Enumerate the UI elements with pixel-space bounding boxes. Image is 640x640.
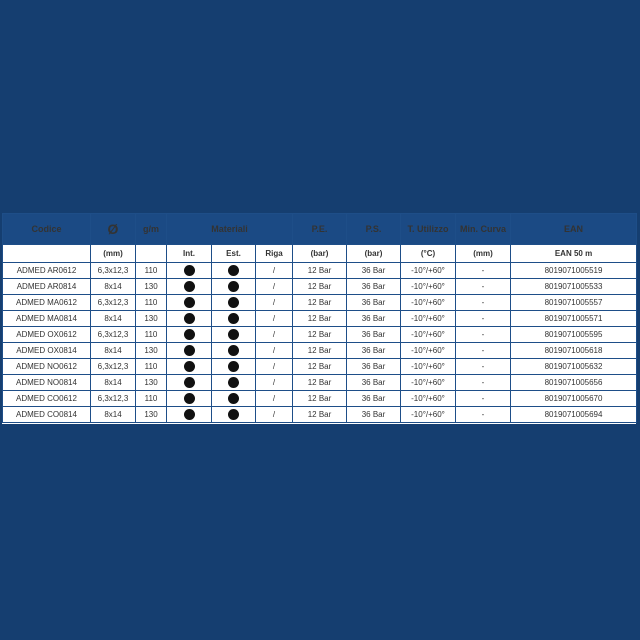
filled-circle-icon bbox=[228, 393, 239, 404]
cell-int-dot bbox=[167, 263, 212, 279]
subheader-ean-50m: EAN 50 m bbox=[511, 245, 637, 263]
cell-ean: 8019071005618 bbox=[511, 343, 637, 359]
cell-min-curva: - bbox=[456, 359, 511, 375]
cell-pe: 12 Bar bbox=[293, 359, 347, 375]
filled-circle-icon bbox=[228, 281, 239, 292]
cell-est-dot bbox=[212, 279, 256, 295]
cell-ps: 36 Bar bbox=[347, 295, 401, 311]
cell-ps: 36 Bar bbox=[347, 263, 401, 279]
table-row bbox=[3, 391, 637, 407]
cell-int-dot bbox=[167, 327, 212, 343]
cell-min-curva: - bbox=[456, 391, 511, 407]
cell-pe: 12 Bar bbox=[293, 391, 347, 407]
cell-dimension: 8x14 bbox=[91, 311, 136, 327]
cell-temperature: -10°/+60° bbox=[401, 375, 456, 391]
cell-ean: 8019071005571 bbox=[511, 311, 637, 327]
cell-pe: 12 Bar bbox=[293, 375, 347, 391]
cell-temperature: -10°/+60° bbox=[401, 359, 456, 375]
cell-weight: 110 bbox=[136, 295, 167, 311]
filled-circle-icon bbox=[228, 361, 239, 372]
cell-ean: 8019071005694 bbox=[511, 407, 637, 423]
cell-est-dot bbox=[212, 359, 256, 375]
col-header-pe: P.E. bbox=[293, 214, 347, 245]
cell-weight: 110 bbox=[136, 263, 167, 279]
cell-ps: 36 Bar bbox=[347, 375, 401, 391]
filled-circle-icon bbox=[228, 377, 239, 388]
cell-dimension: 6,3x12,3 bbox=[91, 359, 136, 375]
cell-ean: 8019071005519 bbox=[511, 263, 637, 279]
cell-pe: 12 Bar bbox=[293, 295, 347, 311]
cell-est-dot bbox=[212, 311, 256, 327]
cell-min-curva: - bbox=[456, 263, 511, 279]
cell-dimension: 6,3x12,3 bbox=[91, 391, 136, 407]
cell-weight: 130 bbox=[136, 343, 167, 359]
col-header-codice: Codice bbox=[3, 214, 91, 245]
cell-pe: 12 Bar bbox=[293, 279, 347, 295]
cell-code: ADMED OX0814 bbox=[3, 343, 91, 359]
cell-ps: 36 Bar bbox=[347, 311, 401, 327]
cell-ean: 8019071005557 bbox=[511, 295, 637, 311]
col-header-t-utilizzo: T. Utilizzo bbox=[401, 214, 456, 245]
cell-code: ADMED AR0612 bbox=[3, 263, 91, 279]
cell-riga: / bbox=[256, 343, 293, 359]
cell-ean: 8019071005632 bbox=[511, 359, 637, 375]
cell-int-dot bbox=[167, 311, 212, 327]
cell-dimension: 6,3x12,3 bbox=[91, 295, 136, 311]
cell-weight: 130 bbox=[136, 375, 167, 391]
filled-circle-icon bbox=[184, 329, 195, 340]
cell-temperature: -10°/+60° bbox=[401, 311, 456, 327]
cell-min-curva: - bbox=[456, 407, 511, 423]
filled-circle-icon bbox=[228, 265, 239, 276]
filled-circle-icon bbox=[184, 281, 195, 292]
cell-dimension: 8x14 bbox=[91, 279, 136, 295]
cell-est-dot bbox=[212, 391, 256, 407]
subheader-codice bbox=[3, 245, 91, 263]
subheader-diametro-unit: (mm) bbox=[91, 245, 136, 263]
col-header-ps: P.S. bbox=[347, 214, 401, 245]
cell-dimension: 8x14 bbox=[91, 343, 136, 359]
cell-int-dot bbox=[167, 359, 212, 375]
subheader-int: Int. bbox=[167, 245, 212, 263]
cell-temperature: -10°/+60° bbox=[401, 263, 456, 279]
cell-min-curva: - bbox=[456, 343, 511, 359]
cell-ps: 36 Bar bbox=[347, 279, 401, 295]
filled-circle-icon bbox=[184, 361, 195, 372]
cell-ps: 36 Bar bbox=[347, 327, 401, 343]
cell-code: ADMED NO0814 bbox=[3, 375, 91, 391]
cell-temperature: -10°/+60° bbox=[401, 295, 456, 311]
cell-min-curva: - bbox=[456, 375, 511, 391]
cell-dimension: 8x14 bbox=[91, 407, 136, 423]
cell-weight: 110 bbox=[136, 327, 167, 343]
filled-circle-icon bbox=[184, 313, 195, 324]
cell-code: ADMED OX0612 bbox=[3, 327, 91, 343]
cell-code: ADMED CO0612 bbox=[3, 391, 91, 407]
cell-min-curva: - bbox=[456, 295, 511, 311]
filled-circle-icon bbox=[184, 377, 195, 388]
subheader-temp-unit: (°C) bbox=[401, 245, 456, 263]
spec-table-panel bbox=[2, 213, 636, 424]
cell-riga: / bbox=[256, 279, 293, 295]
cell-weight: 110 bbox=[136, 359, 167, 375]
subheader-curva-unit: (mm) bbox=[456, 245, 511, 263]
cell-pe: 12 Bar bbox=[293, 343, 347, 359]
table-row bbox=[3, 343, 637, 359]
subheader-row bbox=[3, 245, 637, 263]
cell-est-dot bbox=[212, 375, 256, 391]
cell-est-dot bbox=[212, 327, 256, 343]
header-row bbox=[3, 214, 637, 245]
cell-ps: 36 Bar bbox=[347, 343, 401, 359]
cell-ean: 8019071005595 bbox=[511, 327, 637, 343]
subheader-riga: Riga bbox=[256, 245, 293, 263]
cell-min-curva: - bbox=[456, 279, 511, 295]
cell-ps: 36 Bar bbox=[347, 407, 401, 423]
cell-est-dot bbox=[212, 263, 256, 279]
cell-est-dot bbox=[212, 295, 256, 311]
cell-ps: 36 Bar bbox=[347, 359, 401, 375]
table-row bbox=[3, 311, 637, 327]
subheader-est: Est. bbox=[212, 245, 256, 263]
cell-ean: 8019071005656 bbox=[511, 375, 637, 391]
cell-ean: 8019071005533 bbox=[511, 279, 637, 295]
cell-riga: / bbox=[256, 391, 293, 407]
col-header-min-curva: Min. Curva bbox=[456, 214, 511, 245]
cell-dimension: 8x14 bbox=[91, 375, 136, 391]
filled-circle-icon bbox=[228, 329, 239, 340]
cell-code: ADMED AR0814 bbox=[3, 279, 91, 295]
cell-dimension: 6,3x12,3 bbox=[91, 327, 136, 343]
table-row bbox=[3, 375, 637, 391]
cell-temperature: -10°/+60° bbox=[401, 327, 456, 343]
cell-pe: 12 Bar bbox=[293, 407, 347, 423]
cell-riga: / bbox=[256, 295, 293, 311]
cell-est-dot bbox=[212, 343, 256, 359]
table-row bbox=[3, 279, 637, 295]
cell-temperature: -10°/+60° bbox=[401, 343, 456, 359]
cell-code: ADMED MA0612 bbox=[3, 295, 91, 311]
cell-pe: 12 Bar bbox=[293, 327, 347, 343]
cell-code: ADMED CO0814 bbox=[3, 407, 91, 423]
subheader-ps-unit: (bar) bbox=[347, 245, 401, 263]
cell-pe: 12 Bar bbox=[293, 311, 347, 327]
table-row bbox=[3, 407, 637, 423]
subheader-gm bbox=[136, 245, 167, 263]
cell-dimension: 6,3x12,3 bbox=[91, 263, 136, 279]
col-header-gm: g/m bbox=[136, 214, 167, 245]
table-body bbox=[3, 263, 637, 423]
cell-code: ADMED NO0612 bbox=[3, 359, 91, 375]
cell-int-dot bbox=[167, 375, 212, 391]
cell-weight: 110 bbox=[136, 391, 167, 407]
filled-circle-icon bbox=[184, 393, 195, 404]
cell-est-dot bbox=[212, 407, 256, 423]
col-header-ean: EAN bbox=[511, 214, 637, 245]
filled-circle-icon bbox=[228, 313, 239, 324]
cell-min-curva: - bbox=[456, 311, 511, 327]
cell-pe: 12 Bar bbox=[293, 263, 347, 279]
filled-circle-icon bbox=[228, 297, 239, 308]
filled-circle-icon bbox=[184, 345, 195, 356]
cell-int-dot bbox=[167, 279, 212, 295]
cell-riga: / bbox=[256, 263, 293, 279]
filled-circle-icon bbox=[184, 297, 195, 308]
subheader-pe-unit: (bar) bbox=[293, 245, 347, 263]
cell-weight: 130 bbox=[136, 279, 167, 295]
cell-riga: / bbox=[256, 311, 293, 327]
cell-temperature: -10°/+60° bbox=[401, 391, 456, 407]
filled-circle-icon bbox=[228, 409, 239, 420]
cell-min-curva: - bbox=[456, 327, 511, 343]
cell-int-dot bbox=[167, 295, 212, 311]
table-row bbox=[3, 263, 637, 279]
table-row bbox=[3, 359, 637, 375]
cell-int-dot bbox=[167, 407, 212, 423]
table-row bbox=[3, 295, 637, 311]
table-row bbox=[3, 327, 637, 343]
filled-circle-icon bbox=[228, 345, 239, 356]
cell-riga: / bbox=[256, 327, 293, 343]
cell-ean: 8019071005670 bbox=[511, 391, 637, 407]
cell-riga: / bbox=[256, 407, 293, 423]
col-header-diametro: Ø bbox=[91, 214, 136, 245]
cell-int-dot bbox=[167, 343, 212, 359]
cell-weight: 130 bbox=[136, 311, 167, 327]
cell-temperature: -10°/+60° bbox=[401, 279, 456, 295]
spec-table bbox=[2, 213, 637, 423]
cell-int-dot bbox=[167, 391, 212, 407]
cell-code: ADMED MA0814 bbox=[3, 311, 91, 327]
cell-riga: / bbox=[256, 359, 293, 375]
cell-weight: 130 bbox=[136, 407, 167, 423]
filled-circle-icon bbox=[184, 409, 195, 420]
filled-circle-icon bbox=[184, 265, 195, 276]
cell-temperature: -10°/+60° bbox=[401, 407, 456, 423]
cell-ps: 36 Bar bbox=[347, 391, 401, 407]
cell-riga: / bbox=[256, 375, 293, 391]
col-header-materiali: Materiali bbox=[167, 214, 293, 245]
